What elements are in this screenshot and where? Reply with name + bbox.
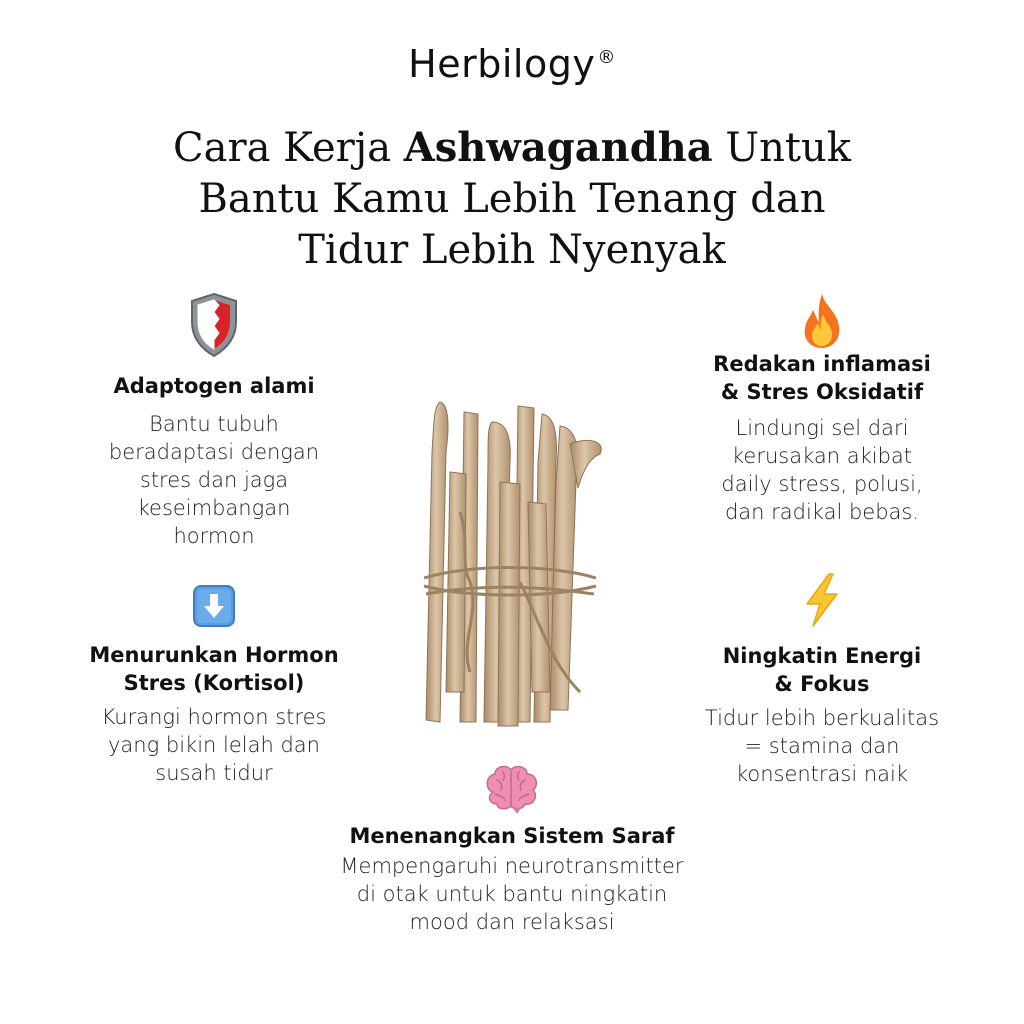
feature-adaptogen bbox=[64, 292, 364, 550]
feature-energi bbox=[672, 572, 972, 788]
feature-description: Mempengaruhi neurotransmitter di otak untuk bantu ningkatin mood dan relaksasi bbox=[340, 854, 684, 934]
feature-title: Menurunkan Hormon Stres (Kortisol) bbox=[89, 643, 339, 695]
feature-description: Kurangi hormon stres yang bikin lelah dan susah tidur bbox=[101, 705, 327, 785]
down-arrow-icon bbox=[193, 585, 235, 627]
lightning-icon bbox=[799, 572, 845, 628]
feature-title: Adaptogen alami bbox=[113, 374, 315, 398]
page-title bbox=[140, 122, 884, 276]
feature-description: Tidur lebih berkualitas = stamina dan konsentrasi naik bbox=[704, 706, 940, 786]
title-highlight: Ashwagandha bbox=[403, 124, 713, 171]
feature-title: Menenangkan Sistem Saraf bbox=[349, 824, 675, 848]
brand-name: Herbilogy bbox=[408, 42, 596, 86]
feature-inflamasi bbox=[672, 292, 972, 526]
fire-icon bbox=[799, 292, 845, 350]
brain-icon bbox=[483, 762, 541, 814]
feature-hormon bbox=[64, 585, 364, 787]
feature-description: Bantu tubuh beradaptasi dengan stres dan jaga keseimbangan hormon bbox=[108, 412, 320, 548]
shield-icon bbox=[189, 292, 239, 358]
ashwagandha-roots-image bbox=[400, 392, 620, 732]
feature-description: Lindungi sel dari kerusakan akibat daily stress, polusi, dan radikal bebas. bbox=[721, 416, 923, 524]
title-line-1: Cara Kerja Ashwagandha Untuk bbox=[173, 124, 851, 171]
registered-mark: ® bbox=[597, 47, 616, 69]
title-line-3: Tidur Lebih Nyenyak bbox=[298, 227, 726, 273]
brand-logo bbox=[0, 42, 1024, 86]
feature-saraf bbox=[272, 762, 752, 936]
title-line-2: Bantu Kamu Lebih Tenang dan bbox=[198, 176, 826, 222]
feature-title: Ningkatin Energi & Fokus bbox=[722, 644, 922, 696]
feature-title: Redakan inflamasi & Stres Oksidatif bbox=[713, 352, 931, 404]
